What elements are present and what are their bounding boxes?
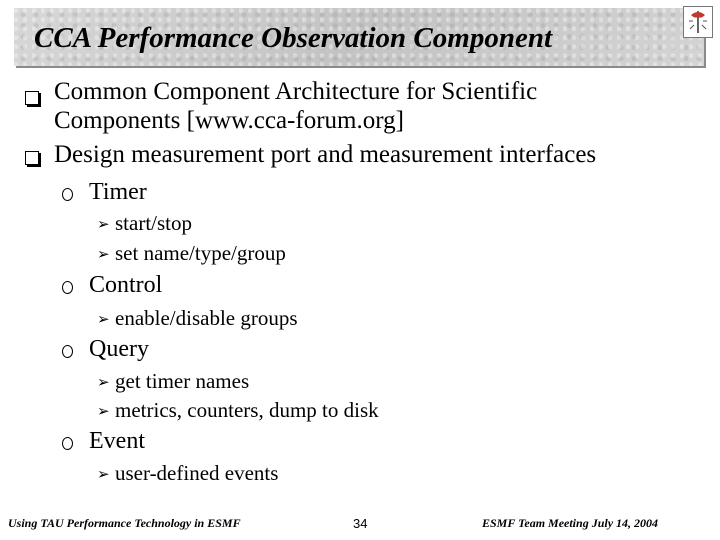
bullet-cca-line1: Common Component Architecture for Scientific bbox=[54, 78, 538, 105]
sub-event: Event bbox=[89, 428, 145, 454]
sub-query: Query bbox=[89, 336, 149, 362]
item-set-name: set name/type/group bbox=[115, 241, 286, 265]
item-enable-disable: enable/disable groups bbox=[115, 306, 298, 330]
logo-icon bbox=[683, 6, 713, 38]
ring-bullet-icon bbox=[62, 281, 73, 294]
square-bullet-icon bbox=[25, 151, 39, 165]
footer-right: ESMF Team Meeting July 14, 2004 bbox=[482, 516, 659, 530]
item-user-defined-events: user-defined events bbox=[115, 461, 279, 485]
bullet-design: Design measurement port and measurement interfaces bbox=[54, 141, 597, 168]
sub-control: Control bbox=[89, 272, 163, 298]
sub-timer: Timer bbox=[89, 179, 147, 205]
arrow-bullet-icon: ➢ bbox=[97, 402, 110, 420]
square-bullet-icon bbox=[25, 91, 39, 105]
arrow-bullet-icon: ➢ bbox=[97, 215, 110, 233]
arrow-bullet-icon: ➢ bbox=[97, 310, 110, 328]
item-metrics: metrics, counters, dump to disk bbox=[115, 398, 379, 422]
item-start-stop: start/stop bbox=[115, 211, 192, 235]
slide-title: CCA Performance Observation Component bbox=[34, 22, 553, 54]
arrow-bullet-icon: ➢ bbox=[97, 245, 110, 263]
footer-left: Using TAU Performance Technology in ESMF bbox=[8, 516, 241, 530]
arrow-bullet-icon: ➢ bbox=[97, 373, 110, 391]
item-get-timer-names: get timer names bbox=[115, 369, 250, 393]
bullet-cca-line2: Components [www.cca-forum.org] bbox=[54, 107, 404, 134]
page-number: 34 bbox=[353, 516, 368, 531]
ring-bullet-icon bbox=[62, 188, 73, 201]
ring-bullet-icon bbox=[62, 345, 73, 358]
ring-bullet-icon bbox=[62, 437, 73, 450]
arrow-bullet-icon: ➢ bbox=[97, 465, 110, 483]
